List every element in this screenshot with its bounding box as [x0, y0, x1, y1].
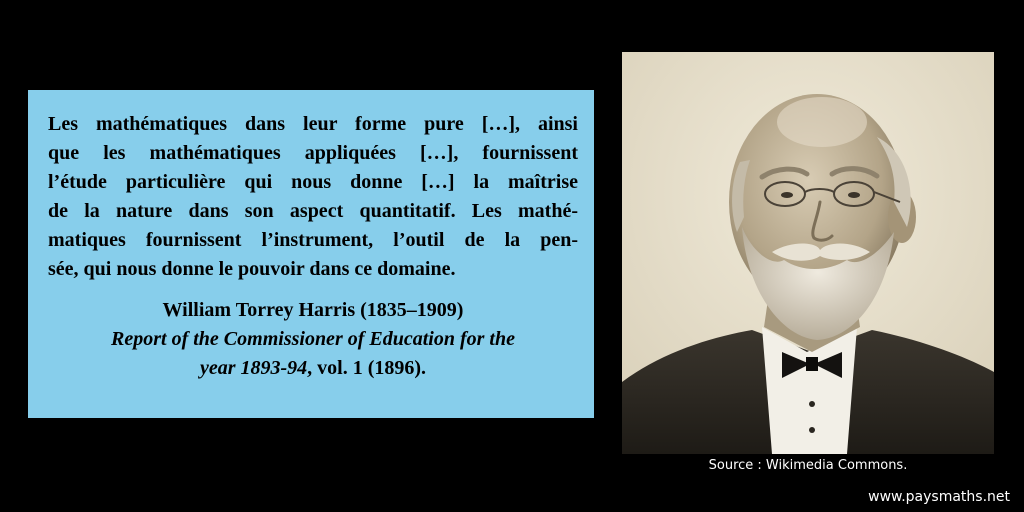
quote-line: matiques fournissent l’instrument, l’outil de la pen- — [48, 229, 578, 251]
attribution — [48, 296, 578, 383]
quote-text — [48, 110, 578, 284]
work-title-year: year 1893-94 — [199, 357, 308, 379]
website-link[interactable]: www.paysmaths.net — [868, 489, 1010, 505]
author-name: William Torrey Harris (1835–1909) — [162, 299, 464, 321]
quote-line: sée, qui nous donne le pouvoir dans ce domaine. — [48, 258, 456, 280]
source-caption: Source : Wikimedia Commons. — [708, 458, 908, 473]
portrait-illustration — [622, 52, 994, 454]
portrait-photo — [622, 52, 994, 454]
work-volume: , vol. 1 (1896). — [307, 357, 427, 379]
quote-line: Les mathématiques dans leur forme pure […], ainsi — [48, 113, 578, 135]
quote-line: de la nature dans son aspect quantitatif. Les mathé- — [48, 200, 578, 222]
quote-line: que les mathématiques appliquées […], fournissent — [48, 142, 578, 164]
work-title-line2 — [48, 354, 578, 383]
quote-box — [28, 90, 594, 418]
work-title-line1: Report of the Commissioner of Education for the — [111, 328, 515, 350]
quote-line: l’étude particulière qui nous donne […] la maîtrise — [48, 171, 578, 193]
